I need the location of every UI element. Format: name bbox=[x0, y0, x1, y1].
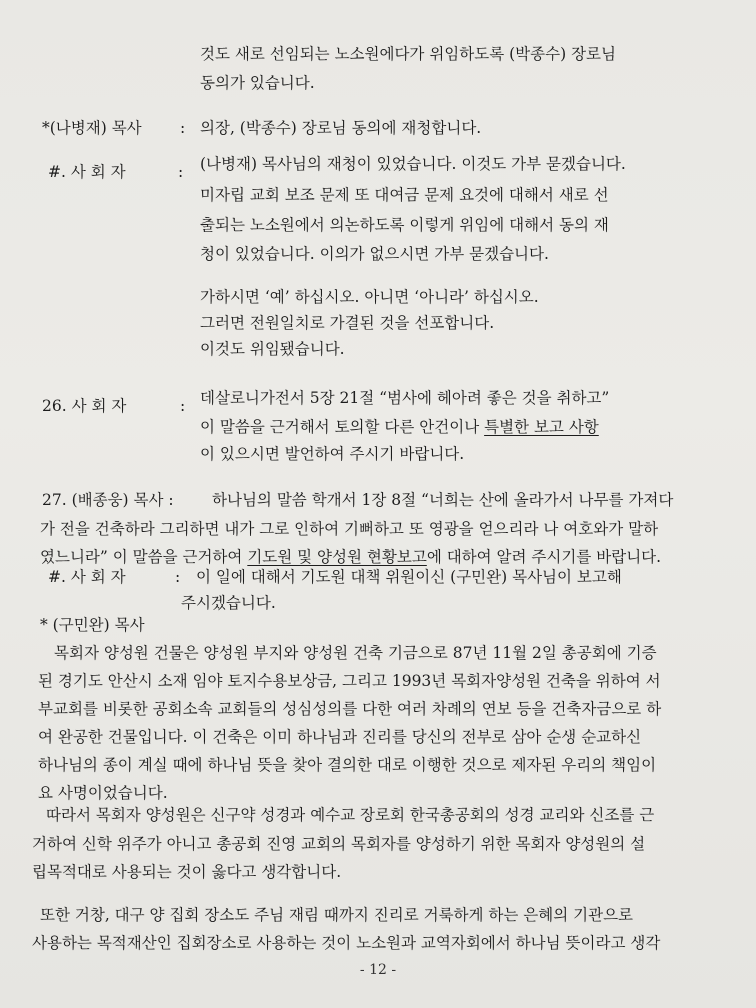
text-line bbox=[40, 546, 661, 568]
speaker-label: #. 사 회 자 bbox=[48, 568, 126, 586]
text-line: 사용하는 목적재산인 집회장소로 사용하는 것이 노소원과 교역자회에서 하나님 뜻이라고 생각 bbox=[32, 934, 661, 952]
text-line: 청이 있었습니다. 이의가 없으시면 가부 묻겠습니다. bbox=[200, 245, 549, 263]
text-line: 출되는 노소원에서 의논하도록 이렇게 위임에 대해서 동의 재 bbox=[200, 216, 609, 234]
text-line: 하나님의 종이 계실 때에 하나님 뜻을 찾아 결의한 대로 이행한 것으로 제자된 우리의 책임이 bbox=[38, 756, 657, 774]
text-line: 하나님의 말씀 학개서 1장 8절 “너희는 산에 올라가서 나무를 가져다 bbox=[212, 491, 674, 509]
text-segment: 이 말씀을 근거해서 토의할 다른 안건이나 bbox=[200, 418, 485, 436]
text-line: 가 전을 건축하라 그리하면 내가 그로 인하여 기뻐하고 또 영광을 얻으리라 나 여호와가 말하 bbox=[40, 520, 659, 538]
speaker-label: #. 사 회 자 bbox=[48, 163, 126, 181]
text-line: 가하시면 ‘예’ 하십시오. 아니면 ‘아니라’ 하십시오. bbox=[200, 288, 539, 306]
text-line: (나병재) 목사님의 재청이 있었습니다. 이것도 가부 묻겠습니다. bbox=[200, 155, 626, 173]
text-line: 부교회를 비롯한 공회소속 교회들의 성심성의를 다한 여러 차례의 연보 등을 건축자금으로 하 bbox=[38, 700, 662, 718]
text-line: 립목적대로 사용되는 것이 옳다고 생각합니다. bbox=[32, 863, 342, 881]
text-line: 이것도 위임됐습니다. bbox=[200, 340, 345, 358]
underlined-text: 기도원 및 양성원 현황보고 bbox=[247, 548, 427, 566]
colon: : bbox=[180, 119, 186, 137]
text-line: 여 완공한 건물입니다. 이 건축은 이미 하나님과 진리를 당신의 전부로 삼아 순생 순교하신 bbox=[38, 728, 642, 746]
speaker-label: 26. 사 회 자 bbox=[42, 397, 127, 415]
text-line: 그러면 전원일치로 가결된 것을 선포합니다. bbox=[200, 314, 495, 332]
speaker-label: 27. (배종웅) 목사 : bbox=[42, 491, 174, 509]
text-line: 요 사명이었습니다. bbox=[38, 784, 168, 802]
text-line: 이 일에 대해서 기도원 대책 위원이신 (구민완) 목사님이 보고해 bbox=[196, 568, 622, 586]
text-line: 미자립 교회 보조 문제 또 대여금 문제 요것에 대해서 새로 선 bbox=[200, 186, 609, 204]
speaker-label: *(나병재) 목사 bbox=[42, 119, 142, 137]
text-line: 동의가 있습니다. bbox=[200, 74, 315, 92]
text-line: 의장, (박종수) 장로님 동의에 재청합니다. bbox=[200, 119, 482, 137]
text-line: 따라서 목회자 양성원은 신구약 성경과 예수교 장로회 한국총공회의 성경 교리와 신조를 근 bbox=[46, 806, 655, 824]
underlined-text: 특별한 보고 사항 bbox=[484, 418, 599, 436]
text-line: 것도 새로 선임되는 노소원에다가 위임하도록 (박종수) 장로님 bbox=[200, 45, 616, 63]
text-line: 또한 거창, 대구 양 집회 장소도 주님 재림 때까지 진리로 거룩하게 하는 은혜의 기관으로 bbox=[40, 906, 634, 924]
text-line: 거하여 신학 위주가 아니고 총공회 진영 교회의 목회자를 양성하기 위한 목회자 양성원의 설 bbox=[32, 835, 646, 853]
text-line: 데살로니가전서 5장 21절 “범사에 헤아려 좋은 것을 취하고” bbox=[200, 389, 610, 407]
text-segment: 였느니라” 이 말씀을 근거하여 bbox=[40, 548, 248, 566]
text-segment: 에 대하여 알려 주시기를 바랍니다. bbox=[426, 548, 662, 566]
speaker-label: * (구민완) 목사 bbox=[40, 616, 145, 634]
text-line: 된 경기도 안산시 소재 임야 토지수용보상금, 그리고 1993년 목회자양성원 건축을 위하여 서 bbox=[38, 672, 661, 690]
page-number: - 12 - bbox=[359, 962, 397, 978]
colon: : bbox=[175, 568, 181, 586]
text-line: 목회자 양성원 건물은 양성원 부지와 양성원 건축 기금으로 87년 11월 2일 총공회에 기증 bbox=[54, 644, 657, 662]
text-line bbox=[200, 416, 599, 438]
colon: : bbox=[178, 163, 184, 181]
text-line: 주시겠습니다. bbox=[181, 594, 276, 612]
colon: : bbox=[180, 397, 186, 415]
text-line: 이 있으시면 발언하여 주시기 바랍니다. bbox=[200, 445, 465, 463]
